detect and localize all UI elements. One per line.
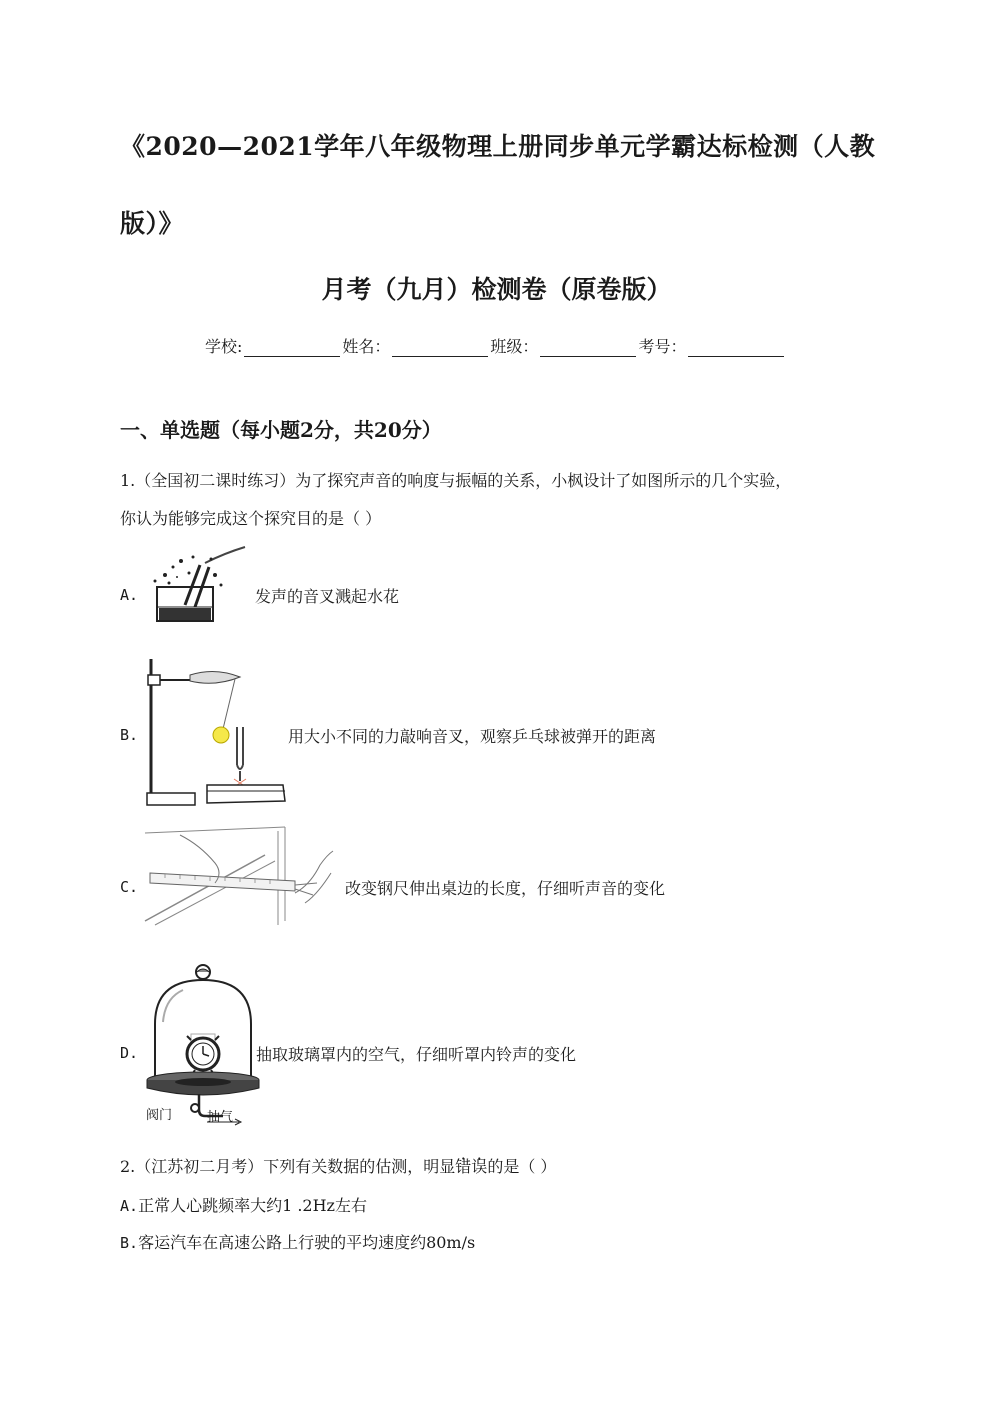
q2-option-b [120, 1227, 880, 1259]
q2-option-a [120, 1190, 880, 1222]
exam-number-label: 考号： [638, 337, 687, 356]
tuning-fork-water-figure [145, 545, 255, 625]
ruler-on-table-figure [145, 825, 345, 927]
question-1-text-line1: 1.（全国初二课时练习）为了探究声音的响度与振幅的关系，小枫设计了如图所示的几个实验， [120, 471, 792, 490]
question-2-suffix: 的是（ ） [487, 1157, 557, 1176]
q1-option-d-label: D. [120, 1044, 139, 1062]
document-subtitle: 月考（九月）检测卷（原卷版） [321, 275, 672, 304]
document-title-line1: 《2020—2021学年八年级物理上册同步单元学霸达标检测（人教 [120, 132, 876, 161]
q2-option-a-label: A. [120, 1197, 139, 1215]
question-1-text-line2: 你认为能够完成这个探究目的是（ ） [120, 509, 382, 528]
pump-air-label: 抽气 [207, 1110, 234, 1125]
q2-option-b-text: 客运汽车在高速公路上行驶的平均速度约80m/s [138, 1233, 476, 1252]
class-blank [540, 338, 636, 357]
exam-number-blank [688, 338, 784, 357]
q1-option-b-label: B. [120, 726, 139, 744]
question-2-emphasis-char1: 错 [455, 1157, 472, 1176]
school-blank [244, 338, 340, 357]
document-title-line2: 版）》 [120, 209, 185, 238]
name-blank [392, 338, 488, 357]
valve-label: 阀门 [146, 1108, 173, 1123]
q2-option-a-text: 正常人心跳频率大约1 .2Hz左右 [138, 1196, 367, 1215]
school-label: 学校: [205, 337, 243, 356]
question-2-prefix: 2.（江苏初二月考）下列有关数据的估测，明显 [120, 1157, 456, 1176]
question-2-emphasis-char2: 误 [471, 1157, 488, 1176]
section-heading: 一、单选题（每小题2分，共20分） [120, 418, 442, 442]
q1-option-b-text: 用大小不同的力敲响音叉，观察乒乓球被弹开的距离 [288, 727, 657, 746]
q1-option-d-text: 抽取玻璃罩内的空气，仔细听罩内铃声的变化 [256, 1045, 577, 1064]
q1-option-c-label: C. [120, 878, 139, 896]
q2-option-b-label: B. [120, 1234, 139, 1252]
q1-option-c-text: 改变钢尺伸出桌边的长度，仔细听声音的变化 [345, 879, 666, 898]
name-label: 姓名： [342, 337, 391, 356]
student-info-row [205, 334, 786, 357]
q1-option-a-label: A. [120, 586, 139, 604]
class-label: 班级： [490, 337, 539, 356]
q1-option-a-text: 发声的音叉溅起水花 [255, 587, 400, 606]
tuning-fork-pingpong-figure [145, 655, 290, 807]
question-2-text [120, 1151, 880, 1183]
